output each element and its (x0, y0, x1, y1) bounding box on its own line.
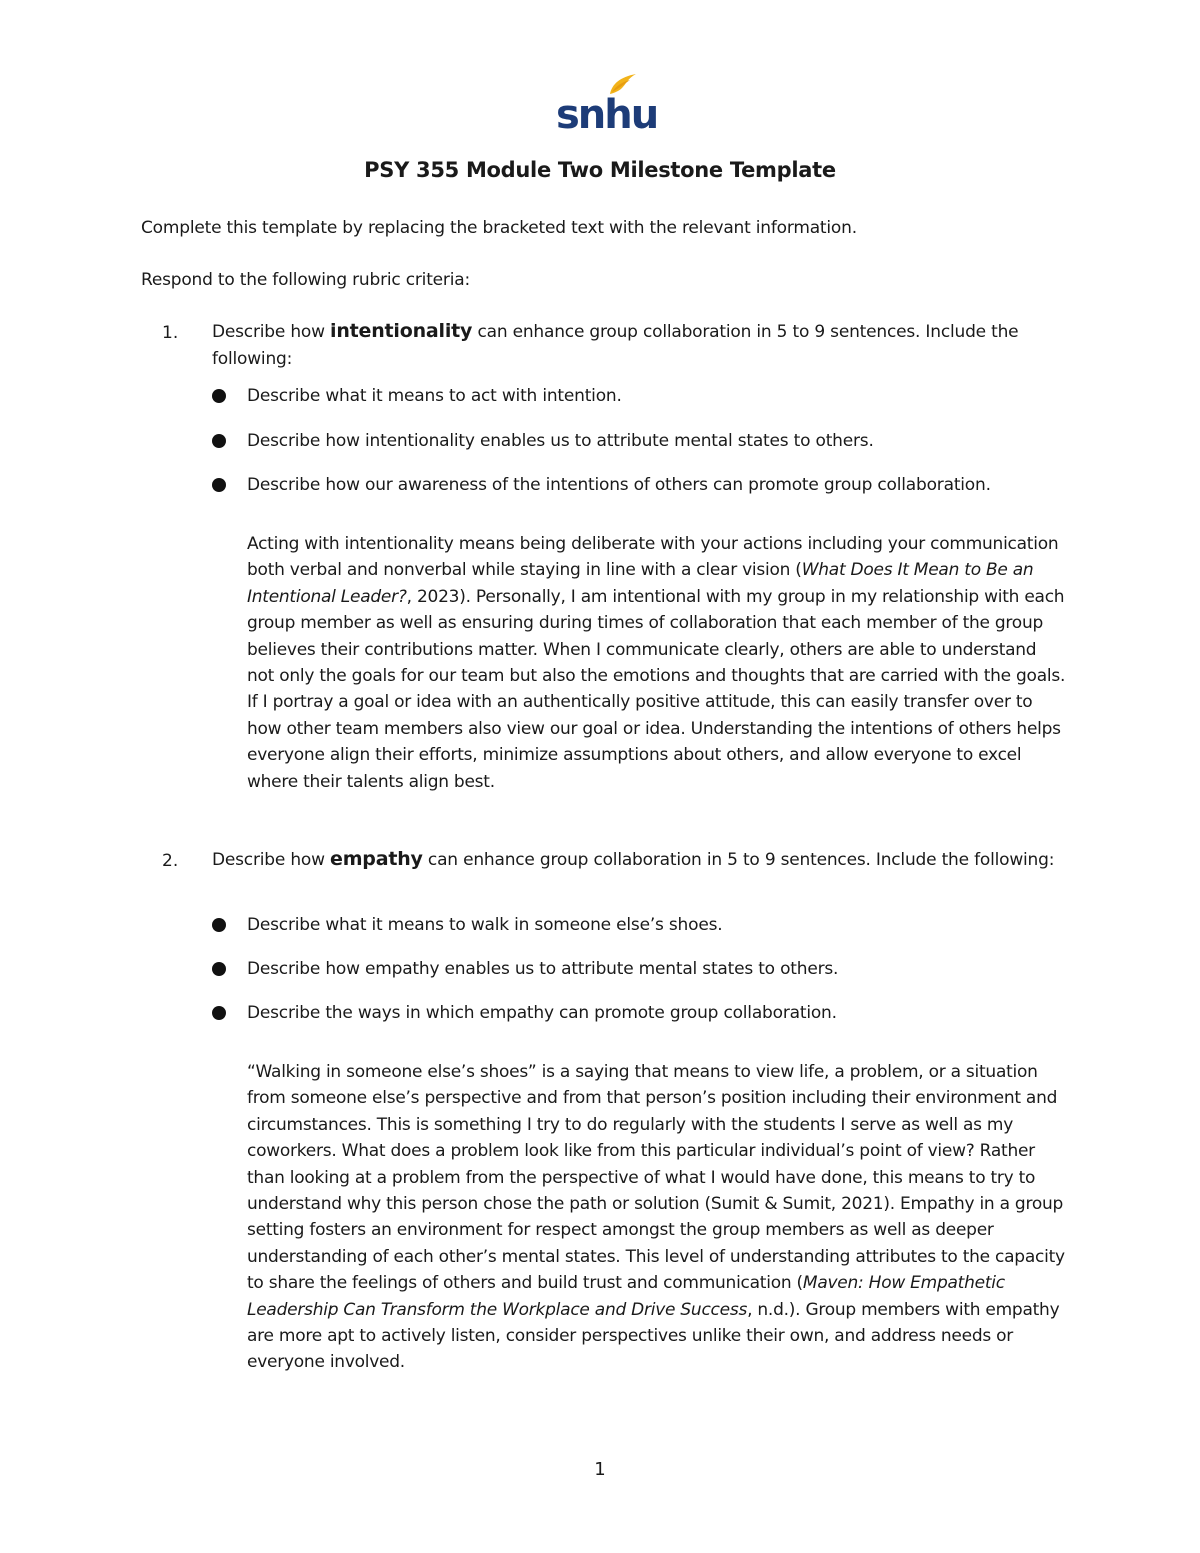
bullet-text: Describe how intentionality enables us to attribute mental states to others. (247, 431, 874, 451)
bullet-icon (212, 383, 232, 411)
answer-paragraph: “Walking in someone else’s shoes” is a saying that means to view life, a problem, or a situation from someone else’s perspective and from that person’s position including their environment and circumstances. This is something I try to do regularly with the students I serve as well as my coworkers. What does a problem look like from this particular individual’s point of view? Rather than looking at a problem from the perspective of what I would have done, this means to try to understand why this person chose the path or solution (Sumit & Sumit, 2021). Empathy in a group setting fosters an environment for respect amongst the group members as well as deeper understanding of each other’s mental states. This level of understanding attributes to the capacity to share the feelings of others and build trust and communication (Maven: How Empathetic Leadership Can Transform the Workplace and Drive Success, n.d.). Group members with empathy are more apt to actively listen, consider perspectives unlike their own, and address needs or everyone involved. (247, 1062, 1065, 1373)
page-number: 1 (594, 1459, 606, 1480)
page-title: PSY 355 Module Two Milestone Template (364, 158, 836, 182)
rubric-intro: Respond to the following rubric criteria: (141, 270, 470, 290)
snhu-logo (556, 72, 658, 138)
answer-paragraph: Acting with intentionality means being deliberate with your actions including your communication both verbal and nonverbal while staying in line with a clear vision (What Does It Mean to Be an Intentional Leader?, 2023). Personally, I am intentional with my group in my relationship with each group member as well as ensuring during times of collaboration that each member of the group believes their contributions matter. When I communicate clearly, others are able to understand not only the goals for our team but also the emotions and thoughts that are carried with the goals. If I portray a goal or idea with an authentically positive attitude, this can easily transfer over to how other team members also view our goal or idea. Understanding the intentions of others helps everyone align their efforts, minimize assumptions about others, and allow everyone to excel where their talents align best. (247, 534, 1066, 792)
keyword: intentionality (330, 320, 473, 342)
instructions-text: Complete this template by replacing the bracketed text with the relevant information. (141, 218, 857, 238)
list-number: 1. (162, 323, 179, 343)
bullet-icon (212, 956, 232, 984)
bullet-icon (212, 912, 232, 940)
bullet-text: Describe the ways in which empathy can promote group collaboration. (247, 1003, 837, 1023)
flame-leaf-icon (556, 72, 658, 138)
keyword: empathy (330, 848, 423, 870)
bullet-text: Describe what it means to walk in someone else’s shoes. (247, 915, 723, 935)
bullet-text: Describe how our awareness of the intentions of others can promote group collaboration. (247, 475, 991, 495)
bullet-text: Describe how empathy enables us to attribute mental states to others. (247, 959, 839, 979)
svg-text:snhu: snhu (556, 92, 658, 138)
citation-title: Maven: How Empathetic Leadership Can Transform the Workplace and Drive Success (247, 1273, 1005, 1320)
citation-title: What Does It Mean to Be an Intentional Leader? (247, 560, 1034, 607)
rubric-item-prompt: Describe how intentionality can enhance group collaboration in 5 to 9 sentences. Include the following: (212, 320, 1019, 369)
bullet-icon (212, 428, 232, 456)
list-number: 2. (162, 851, 179, 871)
bullet-icon (212, 472, 232, 500)
bullet-icon (212, 1000, 232, 1028)
rubric-item-prompt: Describe how empathy can enhance group collaboration in 5 to 9 sentences. Include the following: (212, 848, 1055, 870)
bullet-text: Describe what it means to act with intention. (247, 386, 622, 406)
